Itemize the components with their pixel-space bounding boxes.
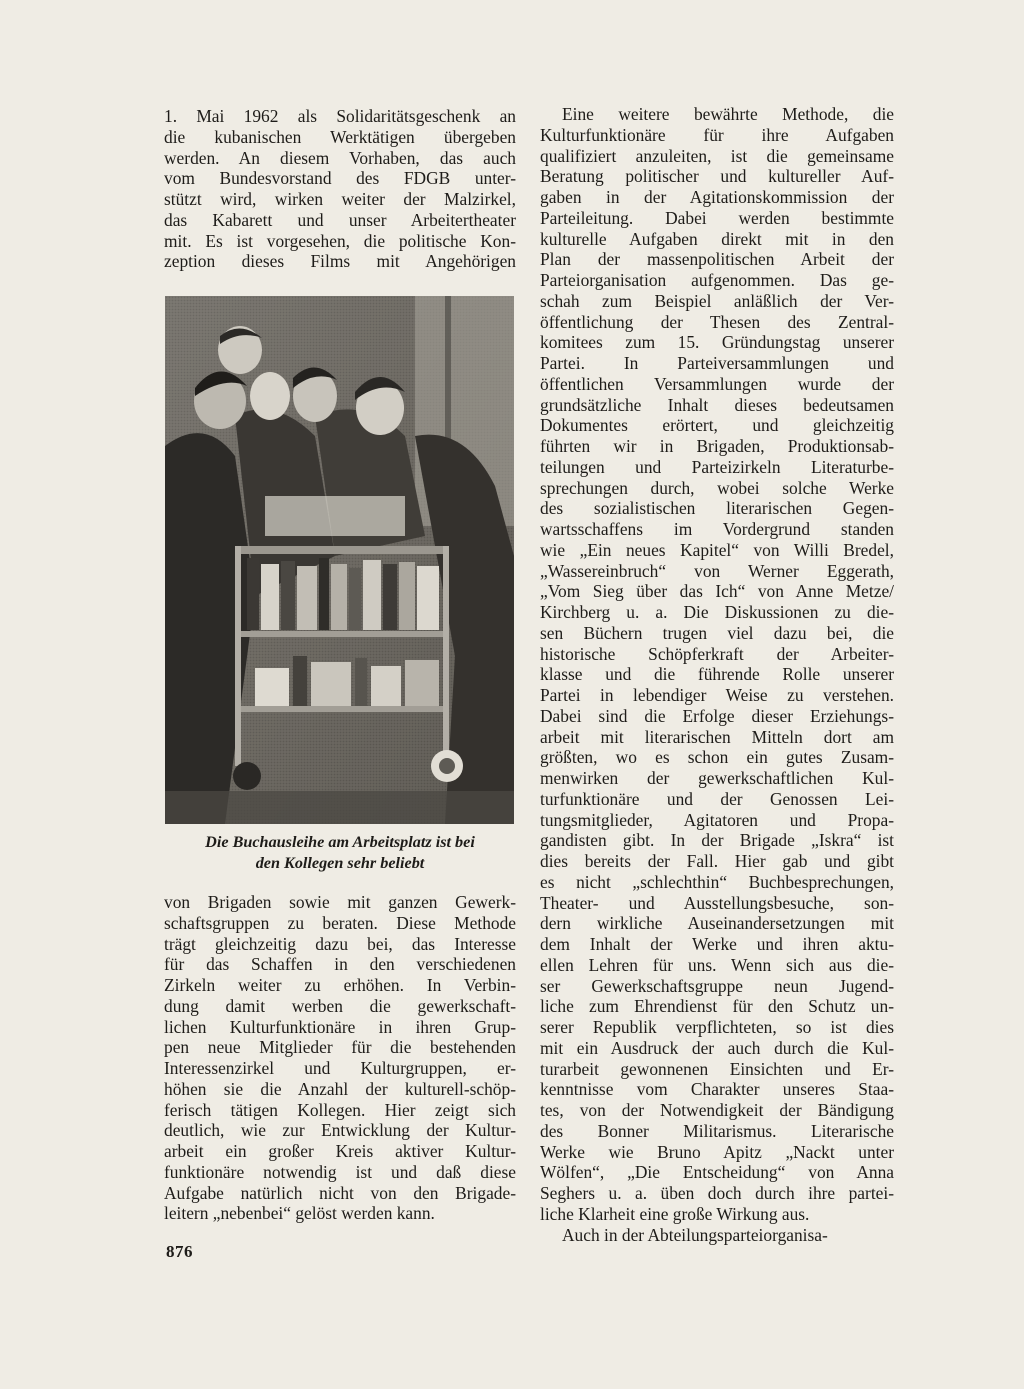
- text-line: Wölfen“, „Die Entscheidung“ von Anna: [540, 1162, 894, 1183]
- text-line: öffentlichen Versammlungen wurde der: [540, 373, 894, 394]
- left-column-bottom-text: [164, 892, 516, 1224]
- text-line: höhen sie die Anzahl der kulturell-schöp-: [164, 1078, 516, 1099]
- text-line: das Kabarett und unser Arbeitertheater: [164, 209, 516, 230]
- text-line: des Bonner Militarismus. Literarische: [540, 1120, 894, 1141]
- text-line: ferisch tätigen Kollegen. Hier zeigt sich: [164, 1099, 516, 1120]
- text-line: trägt gleichzeitig dazu bei, das Interesse: [164, 933, 516, 954]
- text-line: Partei in lebendiger Weise zu verstehen.: [540, 685, 894, 705]
- text-line: die kubanischen Werktätigen übergeben: [164, 126, 516, 147]
- text-line: „Vom Sieg über das Ich“ von Anne Metze/: [540, 581, 894, 602]
- text-line: Parteileitung. Dabei werden bestimmte: [540, 207, 894, 228]
- text-line: mit. Es ist vorgesehen, die politische Kon-: [164, 230, 516, 251]
- text-line: komitees zum 15. Gründungstag unserer: [540, 332, 894, 353]
- text-line: turfunktionäre und der Genossen Lei-: [540, 788, 894, 809]
- text-line: dung damit werben die gewerkschaft-: [164, 995, 516, 1016]
- text-line: Plan der massenpolitischen Arbeit der: [540, 249, 894, 270]
- text-line: führten wir in Brigaden, Produktionsab-: [540, 436, 894, 456]
- text-line: Kulturfunktionäre für ihre Aufgaben: [540, 124, 894, 145]
- text-line: tes, von der Notwendigkeit der Bändigung: [540, 1100, 894, 1120]
- text-line: liche zum Ehrendienst für den Schutz un-: [540, 996, 894, 1017]
- text-line: ser Gewerkschaftsgruppe neun Jugend-: [540, 975, 894, 996]
- text-line: tungsmitglieder, Agitatoren und Propa-: [540, 809, 894, 830]
- text-line: wie „Ein neues Kapitel“ von Willi Bredel,: [540, 539, 894, 560]
- text-line: zeption dieses Films mit Angehörigen: [164, 251, 516, 272]
- text-line: sprechungen durch, wobei solche Werke: [540, 477, 894, 498]
- text-line: Theater- und Ausstellungsbesuche, son-: [540, 892, 894, 913]
- text-line: von Brigaden sowie mit ganzen Gewerk-: [164, 892, 516, 912]
- page-number: 876: [166, 1242, 193, 1261]
- text-line: qualifiziert anzuleiten, ist die gemeinsame: [540, 145, 894, 166]
- text-line: serer Republik verpflichteten, so ist dies: [540, 1017, 894, 1037]
- text-line: es nicht „schlechthin“ Buchbesprechungen,: [540, 871, 894, 892]
- text-line: Aufgabe natürlich nicht von den Brigade-: [164, 1182, 516, 1203]
- caption-line: Die Buchausleihe am Arbeitsplatz ist bei: [205, 833, 475, 851]
- text-line: wartsschaffens im Vordergrund standen: [540, 519, 894, 539]
- text-line: Auch in der Abteilungsparteiorganisa-: [562, 1224, 828, 1245]
- text-line: Zirkeln weiter zu erhöhen. In Verbin-: [164, 975, 516, 995]
- text-line: für das Schaffen in den verschiedenen: [164, 954, 516, 975]
- text-line: sen Büchern trugen viel dazu bei, die: [540, 622, 894, 643]
- text-line: schaftsgruppen zu beraten. Diese Methode: [164, 912, 516, 933]
- text-line: des sozialistischen literarischen Gegen-: [540, 498, 894, 519]
- text-line: Partei. In Parteiversammlungen und: [540, 353, 894, 373]
- text-line: lichen Kulturfunktionäre in ihren Grup-: [164, 1016, 516, 1037]
- text-line: dern wirkliche Auseinandersetzungen mit: [540, 913, 894, 934]
- photo-book-cart: [165, 296, 514, 824]
- text-line: vom Bundesvorstand des FDGB unter-: [164, 168, 516, 189]
- text-line: kulturelle Aufgaben direkt mit in den: [540, 228, 894, 249]
- text-line: arbeit ein großer Kreis aktiver Kultur-: [164, 1141, 516, 1161]
- text-line: grundsätzliche Inhalt dieses bedeutsamen: [540, 394, 894, 415]
- text-line: Interessenzirkel und Kulturgruppen, er-: [164, 1058, 516, 1078]
- text-line: historische Schöpferkraft der Arbeiter-: [540, 643, 894, 664]
- text-line: pen neue Mitglieder für die bestehenden: [164, 1037, 516, 1058]
- text-line: Werke wie Bruno Apitz „Nackt unter: [540, 1141, 894, 1162]
- right-column-text: [540, 104, 894, 1245]
- left-column-top-text: [164, 106, 516, 272]
- photo-icon: [165, 296, 514, 824]
- text-line: Beratung politischer und kultureller Auf-: [540, 166, 894, 187]
- text-line: Parteiorganisation aufgenommen. Das ge-: [540, 270, 894, 290]
- photo-caption: [164, 832, 516, 873]
- text-line: arbeit mit literarischen Mitteln dort am: [540, 726, 894, 747]
- caption-line: den Kollegen sehr beliebt: [255, 853, 425, 872]
- text-line: funktionäre notwendig ist und daß diese: [164, 1161, 516, 1182]
- text-line: teilungen und Parteizirkeln Literaturbe-: [540, 456, 894, 477]
- text-line: gandisten gibt. In der Brigade „Iskra“ ist: [540, 830, 894, 851]
- text-line: Eine weitere bewährte Methode, die: [562, 104, 894, 124]
- text-line: dem Inhalt der Werke und ihren aktu-: [540, 934, 894, 954]
- text-line: ellen Lehren für uns. Wenn sich aus die-: [540, 954, 894, 975]
- text-line: „Wassereinbruch“ von Werner Eggerath,: [540, 560, 894, 581]
- text-line: turarbeit gewonnenen Einsichten und Er-: [540, 1058, 894, 1079]
- text-line: leitern „nebenbei“ gelöst werden kann.: [164, 1203, 435, 1224]
- text-line: stützt wird, wirken weiter der Malzirkel,: [164, 189, 516, 209]
- text-line: dies bereits der Fall. Hier gab und gibt: [540, 851, 894, 871]
- text-line: Dokumentes erörtert, und gleichzeitig: [540, 415, 894, 436]
- text-line: gaben in der Agitationskommission der: [540, 187, 894, 207]
- text-line: kenntnisse vom Charakter unseres Staa-: [540, 1079, 894, 1100]
- text-line: menwirken der gewerkschaftlichen Kul-: [540, 768, 894, 788]
- text-line: deutlich, wie zur Entwicklung der Kultur-: [164, 1120, 516, 1141]
- text-line: liche Klarheit eine große Wirkung aus.: [540, 1203, 810, 1224]
- text-line: 1. Mai 1962 als Solidaritätsgeschenk an: [164, 106, 516, 126]
- text-line: mit ein Ausdruck der auch durch die Kul-: [540, 1037, 894, 1058]
- text-line: schah zum Beispiel anläßlich der Ver-: [540, 290, 894, 311]
- text-line: Kirchberg u. a. Die Diskussionen zu die-: [540, 602, 894, 622]
- text-line: größten, wo es schon ein gutes Zusam-: [540, 747, 894, 768]
- text-line: Seghers u. a. üben doch durch ihre partei-: [540, 1183, 894, 1203]
- text-line: öffentlichung der Thesen des Zentral-: [540, 311, 894, 332]
- text-line: werden. An diesem Vorhaben, das auch: [164, 147, 516, 168]
- text-line: Dabei sind die Erfolge dieser Erziehungs-: [540, 705, 894, 726]
- text-line: klasse und die führende Rolle unserer: [540, 664, 894, 685]
